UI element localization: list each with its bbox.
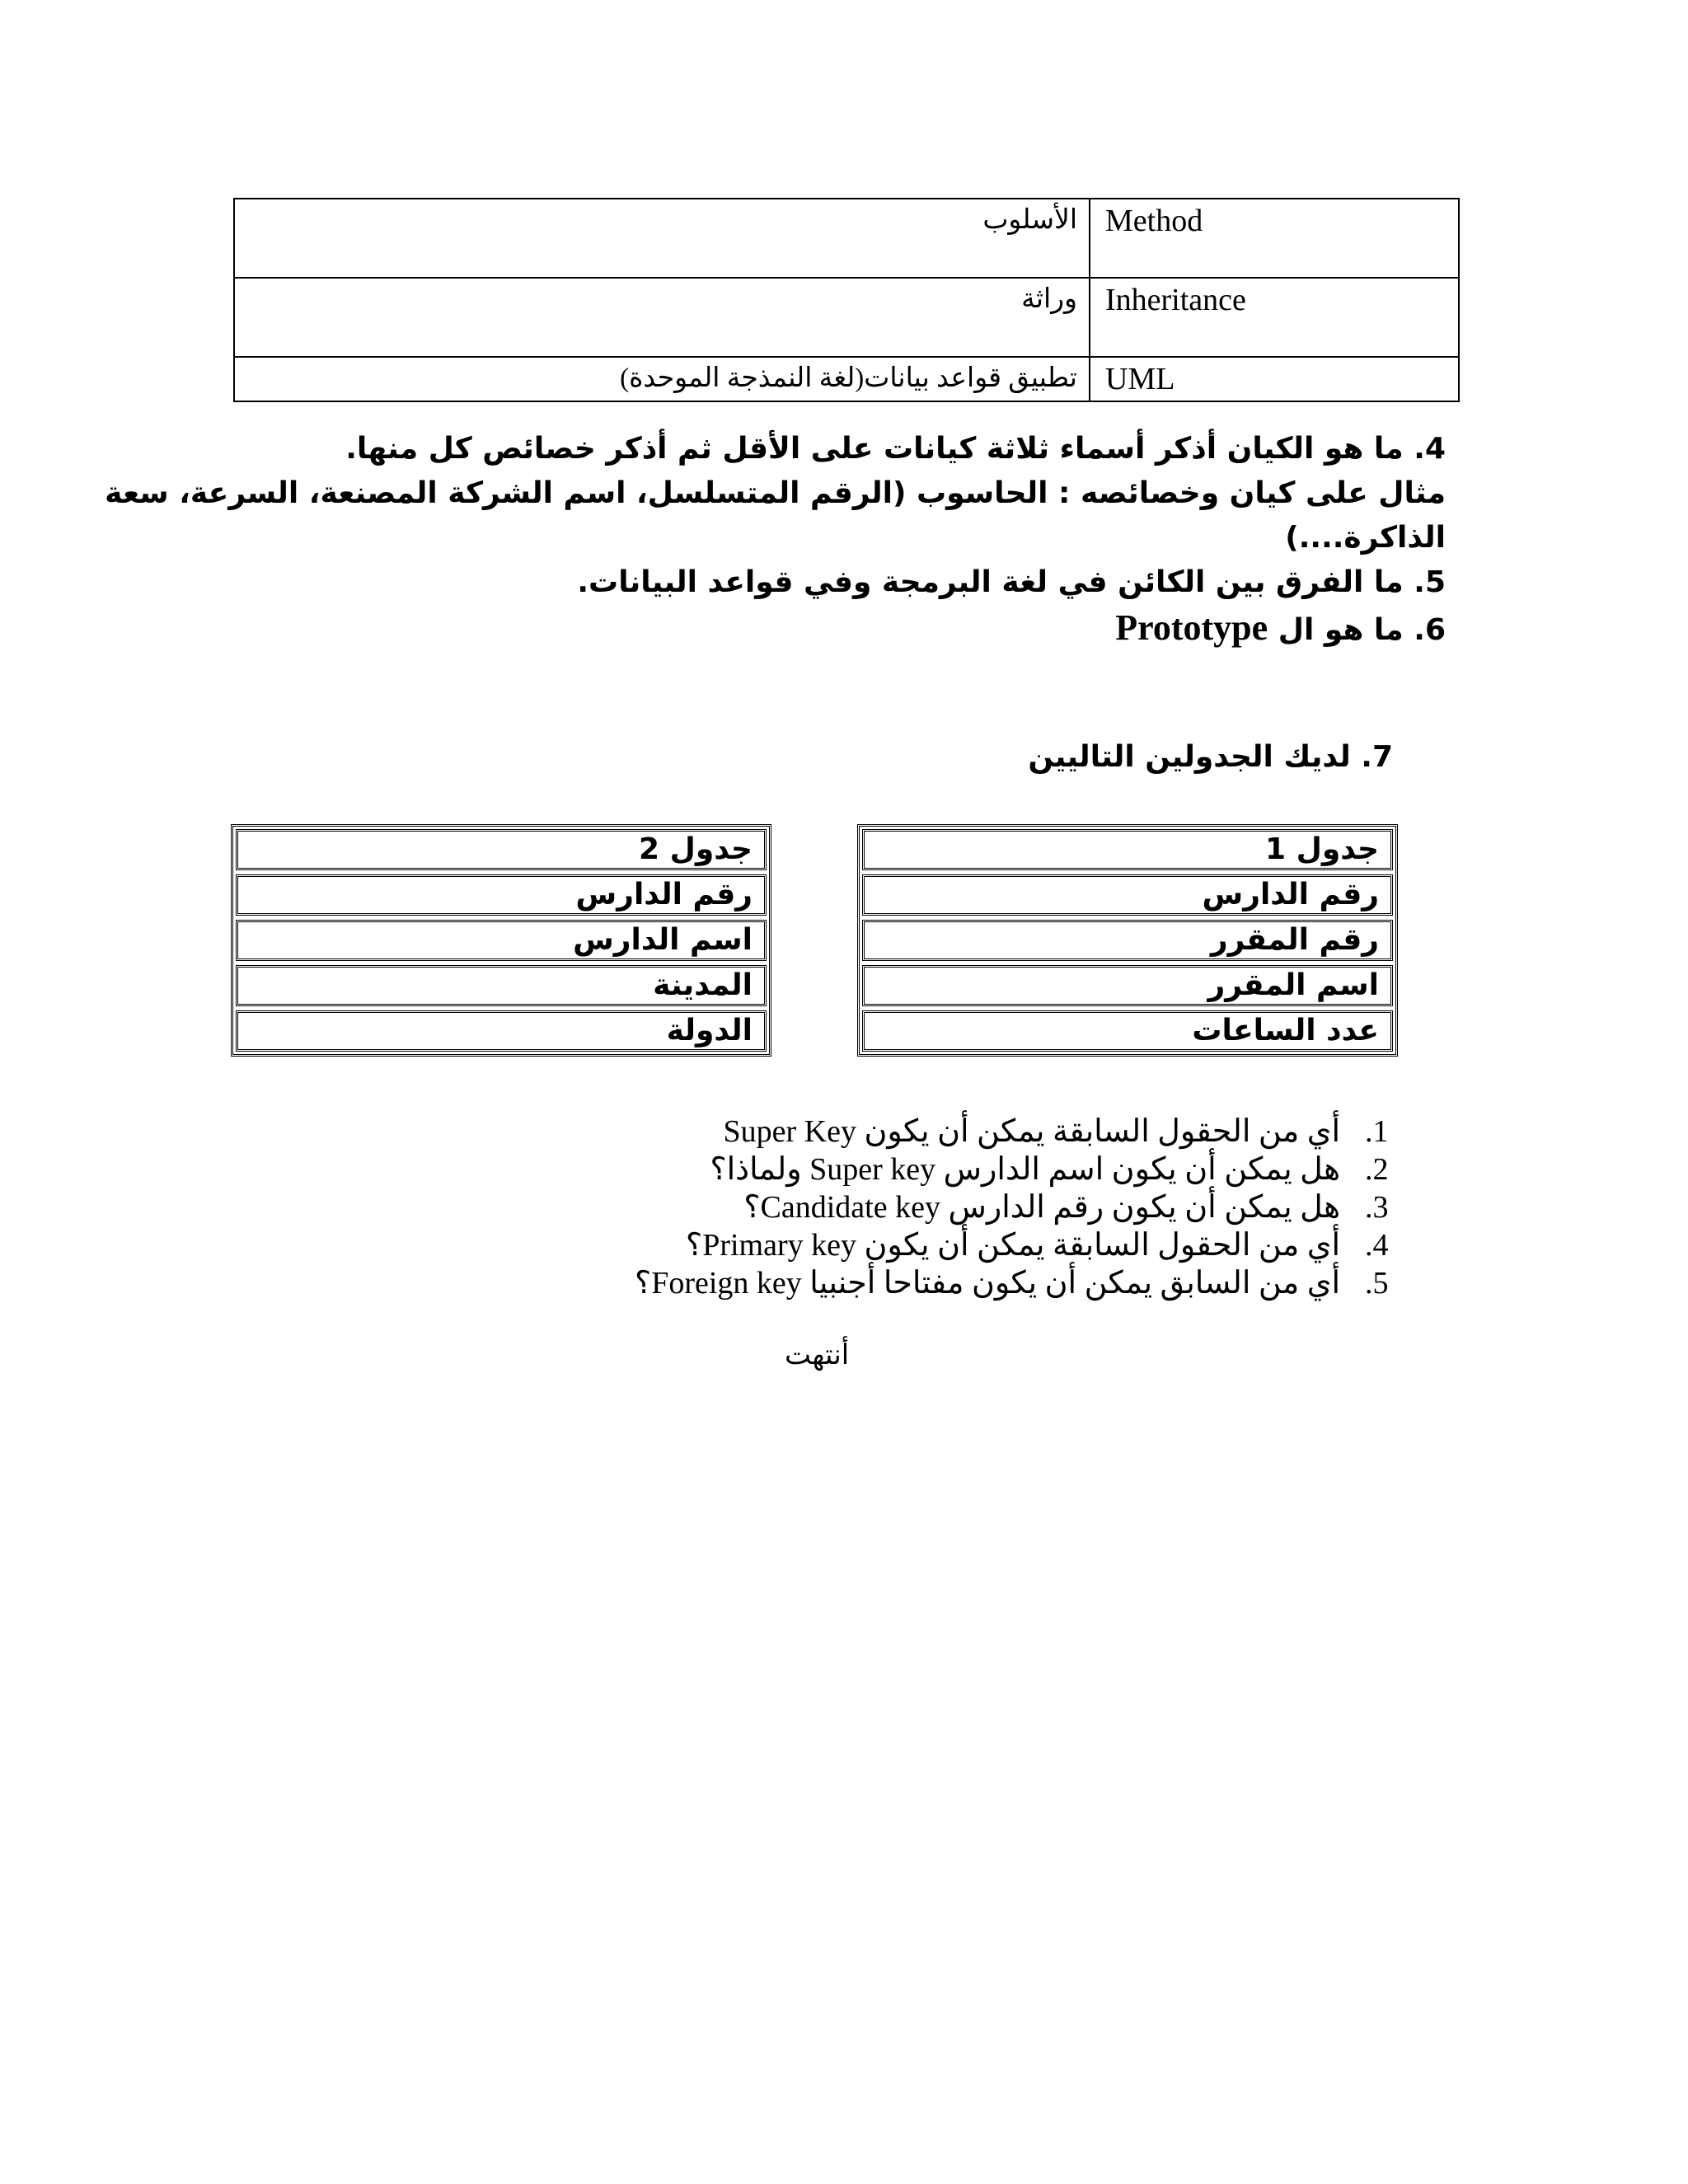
ending-text: أنتهت	[785, 1340, 850, 1371]
table-1-field: رقم الدارس	[862, 874, 1393, 916]
question-7: 7. لديك الجدولين التاليين	[1028, 740, 1393, 774]
sub-question	[635, 1264, 1398, 1301]
table-1	[857, 824, 1398, 1057]
sub-question-text: أي من الحقول السابقة يمكن أن يكون Primary key؟	[686, 1228, 1340, 1263]
sub-question-number: 1.	[1365, 1114, 1389, 1149]
table-1-title: جدول 1	[862, 829, 1393, 870]
sub-question	[743, 1188, 1398, 1226]
terms-row	[234, 278, 1459, 357]
table-1-field: عدد الساعات	[862, 1010, 1393, 1052]
sub-question-text: أي من السابق يمكن أن يكون مفتاحا أجنبيا Foreign key؟	[635, 1266, 1340, 1301]
question-6-prefix: 6. ما هو ال	[1278, 613, 1446, 647]
term-name: UML	[1090, 357, 1459, 401]
table-2-field: الدولة	[236, 1010, 767, 1052]
table-1-field: رقم المقرر	[862, 920, 1393, 961]
sub-question-number: 3.	[1365, 1190, 1389, 1225]
term-meaning: تطبيق قواعد بيانات(لغة النمذجة الموحدة)	[234, 357, 1090, 401]
sub-question	[724, 1113, 1398, 1150]
terms-row	[234, 357, 1459, 401]
term-meaning: الأسلوب	[234, 199, 1090, 278]
terms-row	[234, 199, 1459, 278]
table-2-title: جدول 2	[236, 829, 767, 870]
sub-question	[710, 1151, 1398, 1188]
question-4-example-line1: مثال على كيان وخصائصه : الحاسوب (الرقم المتسلسل، اسم الشركة المصنعة، السرعة، سعة	[105, 476, 1446, 510]
question-6	[1115, 607, 1446, 649]
sub-question-text: هل يمكن أن يكون اسم الدارس Super key ولماذا؟	[710, 1152, 1340, 1187]
table-2	[231, 824, 771, 1057]
term-meaning: وراثة	[234, 278, 1090, 357]
question-5: 5. ما الفرق بين الكائن في لغة البرمجة وفي قواعد البيانات.	[577, 565, 1446, 599]
question-4: 4. ما هو الكيان أذكر أسماء ثلاثة كيانات على الأقل ثم أذكر خصائص كل منها.	[345, 432, 1446, 466]
table-1-field: اسم المقرر	[862, 965, 1393, 1006]
sub-question-text: هل يمكن أن يكون رقم الدارس Candidate key؟	[743, 1190, 1340, 1225]
table-2-field: رقم الدارس	[236, 874, 767, 916]
table-2-field: المدينة	[236, 965, 767, 1006]
question-4-example-line2: الذاكرة....)	[1285, 521, 1446, 555]
term-name: Method	[1090, 199, 1459, 278]
sub-question	[686, 1226, 1398, 1263]
sub-question-text: أي من الحقول السابقة يمكن أن يكون Super Key	[723, 1114, 1340, 1149]
term-name: Inheritance	[1090, 278, 1459, 357]
sub-question-number: 4.	[1365, 1228, 1389, 1263]
table-2-field: اسم الدارس	[236, 920, 767, 961]
sub-question-number: 2.	[1365, 1152, 1389, 1187]
sub-question-number: 5.	[1365, 1266, 1389, 1301]
terms-table	[233, 198, 1460, 402]
question-6-term: Prototype	[1115, 607, 1268, 648]
